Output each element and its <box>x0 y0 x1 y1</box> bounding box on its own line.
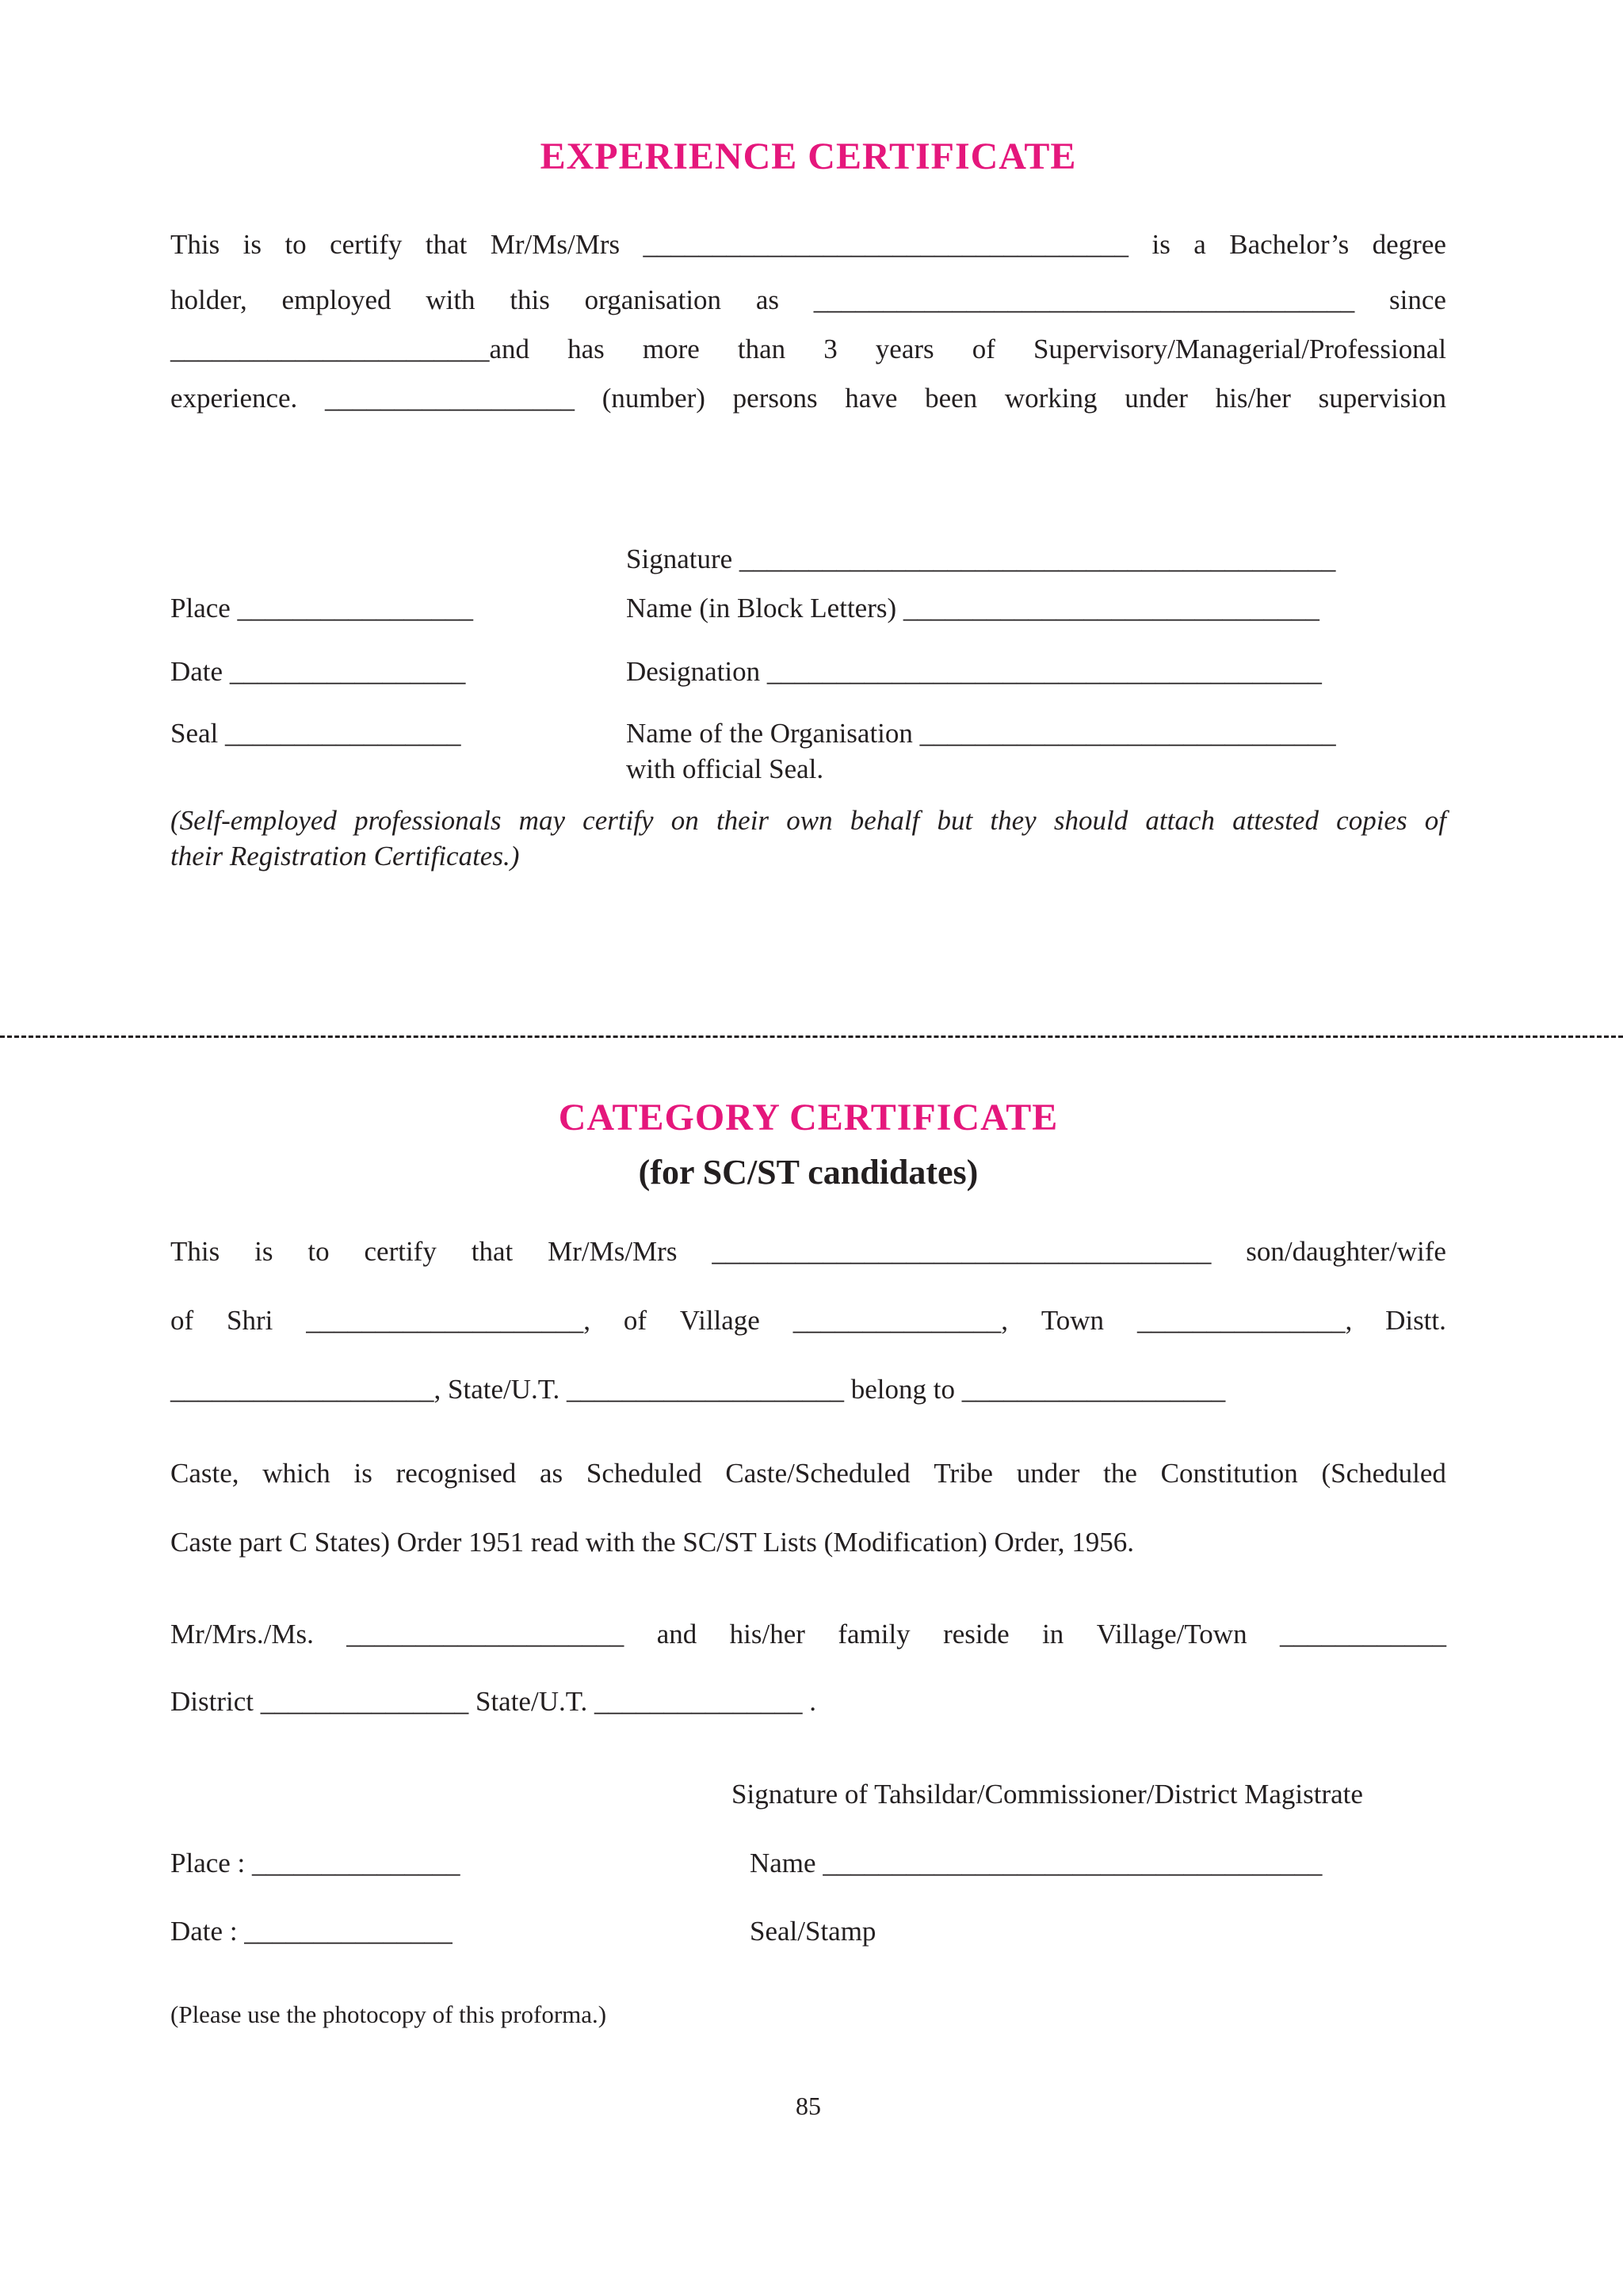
word: a <box>1193 229 1206 260</box>
word: but <box>937 805 973 836</box>
word: (Scheduled <box>1321 1458 1446 1489</box>
word: to <box>307 1236 330 1267</box>
word: is <box>242 229 262 260</box>
word: more <box>642 334 700 364</box>
word: family <box>838 1619 911 1650</box>
word: Supervisory/Managerial/Professional <box>1033 334 1446 364</box>
word: is <box>254 1236 273 1267</box>
word: is <box>1151 229 1170 260</box>
word: Village <box>679 1305 760 1336</box>
experience-line-2 <box>170 284 1446 316</box>
word: Bachelor’s <box>1229 229 1350 260</box>
word: of <box>623 1305 647 1336</box>
category-line-1 <box>170 1236 1446 1268</box>
name-block-letters-field: Name (in Block Letters) ______________________________ <box>626 593 1319 624</box>
experience-line-3 <box>170 334 1446 365</box>
word: have <box>845 383 898 414</box>
word: under <box>1125 383 1188 414</box>
word: copies <box>1336 805 1407 836</box>
word: This <box>170 1236 220 1267</box>
word: (Self-employed <box>170 805 337 836</box>
word: which <box>262 1458 330 1489</box>
word: _______________________and <box>170 334 530 364</box>
cut-line-divider <box>0 1035 1623 1038</box>
category-date-field: Date : _______________ <box>170 1916 453 1947</box>
word: __________________ <box>325 383 575 414</box>
word: should <box>1053 805 1128 836</box>
word: _______________, <box>792 1305 1008 1336</box>
word: Mr/Ms/Mrs <box>490 229 621 260</box>
word: Mr/Ms/Mrs <box>548 1236 678 1267</box>
word: own <box>786 805 833 836</box>
word: that <box>425 229 468 260</box>
word: (number) <box>601 383 705 414</box>
page-number: 85 <box>796 2092 821 2120</box>
word: Village/Town <box>1096 1619 1247 1650</box>
category-line-5: Caste part C States) Order 1951 read with the SC/ST Lists (Modification) Order, 1956. <box>170 1527 1134 1558</box>
word: Caste, <box>170 1458 239 1489</box>
word: persons <box>732 383 818 414</box>
word: has <box>567 334 605 364</box>
word: to <box>285 229 307 260</box>
word: ____________ <box>1279 1619 1446 1650</box>
word: certify <box>364 1236 437 1267</box>
word: ___________________________________ <box>643 229 1129 260</box>
word: his/her <box>729 1619 805 1650</box>
word: they <box>990 805 1037 836</box>
place-field: Place _________________ <box>170 593 474 624</box>
word: with <box>426 284 475 315</box>
word: reside <box>943 1619 1010 1650</box>
word: experience. <box>170 383 298 414</box>
word: supervision <box>1318 383 1446 414</box>
word: recognised <box>395 1458 517 1489</box>
word: this <box>510 284 550 315</box>
photocopy-note: (Please use the photocopy of this proforma.) <box>170 2000 607 2028</box>
word: Distt. <box>1385 1305 1446 1336</box>
category-line-4 <box>170 1458 1446 1489</box>
experience-line-4 <box>170 383 1446 414</box>
word: ____________________ <box>346 1619 624 1650</box>
word: may <box>518 805 565 836</box>
word: in <box>1042 1619 1064 1650</box>
seal-stamp-label: Seal/Stamp <box>750 1916 876 1947</box>
word: son/daughter/wife <box>1246 1236 1446 1267</box>
organisation-name-field: Name of the Organisation ______________________________ <box>626 718 1336 749</box>
word: ____________________________________ <box>712 1236 1212 1267</box>
word: of <box>1424 805 1446 836</box>
category-name-field: Name ____________________________________ <box>750 1848 1323 1878</box>
word: years <box>875 334 934 364</box>
word: of <box>972 334 995 364</box>
word: of <box>170 1305 194 1336</box>
word: Mr/Mrs./Ms. <box>170 1619 314 1650</box>
word: behalf <box>850 805 920 836</box>
word: Tribe <box>934 1458 993 1489</box>
word: his/her <box>1215 383 1291 414</box>
self-employed-note-line-1 <box>170 805 1446 837</box>
word: as <box>539 1458 563 1489</box>
word: organisation <box>584 284 722 315</box>
designation-field: Designation ________________________________________ <box>626 656 1322 687</box>
word: on <box>670 805 699 836</box>
word: This <box>170 229 220 260</box>
word: than <box>737 334 786 364</box>
category-line-2 <box>170 1305 1446 1337</box>
category-certificate-subtitle: (for SC/ST candidates) <box>638 1153 979 1192</box>
word: 3 <box>823 334 838 364</box>
word: working <box>1004 383 1098 414</box>
word: since <box>1389 284 1446 315</box>
word: Shri <box>227 1305 273 1336</box>
date-field: Date _________________ <box>170 656 466 687</box>
word: the <box>1103 1458 1137 1489</box>
word: been <box>925 383 978 414</box>
word: attach <box>1145 805 1215 836</box>
word: is <box>353 1458 372 1489</box>
signature-field: Signature ___________________________________________ <box>626 543 1336 574</box>
word: Constitution <box>1160 1458 1298 1489</box>
word: _______________, <box>1136 1305 1353 1336</box>
word: under <box>1016 1458 1080 1489</box>
self-employed-note-line-2: their Registration Certificates.) <box>170 841 520 871</box>
organisation-seal-note: with official Seal. <box>626 753 824 784</box>
word: Caste/Scheduled <box>725 1458 911 1489</box>
category-place-field: Place : _______________ <box>170 1848 460 1878</box>
word: attested <box>1232 805 1319 836</box>
word: their <box>716 805 769 836</box>
category-certificate-title: CATEGORY CERTIFICATE <box>558 1097 1059 1138</box>
tahsildar-signature-label: Signature of Tahsildar/Commissioner/District Magistrate <box>731 1779 1363 1810</box>
word: professionals <box>354 805 502 836</box>
word: certify <box>582 805 654 836</box>
word: degree <box>1372 229 1446 260</box>
experience-line-1 <box>170 229 1446 261</box>
word: certify <box>330 229 403 260</box>
word: that <box>471 1236 514 1267</box>
word: ____________________, <box>306 1305 591 1336</box>
category-line-6 <box>170 1619 1446 1650</box>
word: Scheduled <box>586 1458 702 1489</box>
experience-certificate-title: EXPERIENCE CERTIFICATE <box>540 135 1077 177</box>
word: Town <box>1041 1305 1105 1336</box>
word: and <box>656 1619 697 1650</box>
seal-field: Seal _________________ <box>170 718 461 749</box>
word: employed <box>281 284 391 315</box>
word: holder, <box>170 284 247 315</box>
word: _______________________________________ <box>813 284 1355 315</box>
category-line-7: District _______________ State/U.T. _______________ . <box>170 1686 816 1717</box>
word: as <box>755 284 779 315</box>
category-line-3: ___________________, State/U.T. ____________________ belong to ___________________ <box>170 1374 1226 1405</box>
